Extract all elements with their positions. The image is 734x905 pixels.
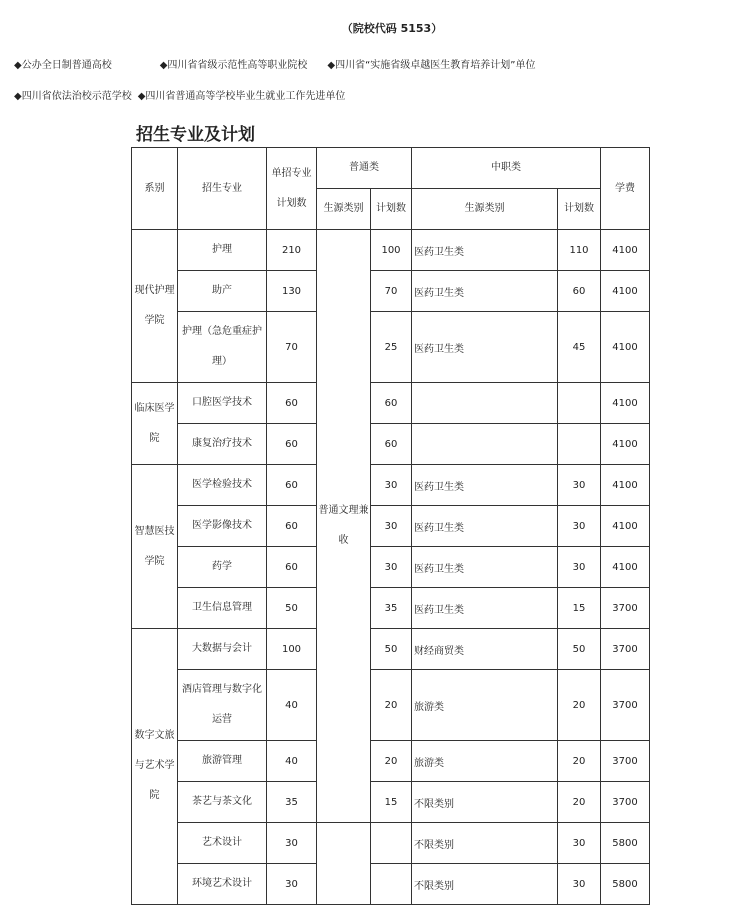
vocational-quota: 30 (558, 506, 601, 547)
vocational-source (412, 383, 558, 424)
general-quota: 50 (371, 629, 412, 670)
general-source: 普通文理兼收 (317, 230, 371, 823)
vocational-source: 医药卫生类 (412, 588, 558, 629)
table-row (132, 629, 650, 670)
vocational-source: 医药卫生类 (412, 506, 558, 547)
tuition: 5800 (601, 864, 650, 905)
tuition: 4100 (601, 506, 650, 547)
major-name: 环境艺术设计 (178, 864, 267, 905)
single-quota: 60 (267, 424, 317, 465)
tuition: 3700 (601, 741, 650, 782)
college-name: 现代护理学院 (132, 230, 178, 383)
major-name: 口腔医学技术 (178, 383, 267, 424)
vocational-source: 医药卫生类 (412, 230, 558, 271)
vocational-quota: 30 (558, 547, 601, 588)
general-quota: 15 (371, 782, 412, 823)
vocational-quota: 30 (558, 864, 601, 905)
tag-item: ◆四川省依法治校示范学校 (14, 91, 132, 102)
school-tags-line-2 (14, 87, 345, 102)
general-quota: 35 (371, 588, 412, 629)
tuition: 3700 (601, 629, 650, 670)
vocational-quota: 20 (558, 670, 601, 741)
single-quota: 30 (267, 823, 317, 864)
vocational-quota: 30 (558, 823, 601, 864)
major-name: 旅游管理 (178, 741, 267, 782)
college-name: 临床医学院 (132, 383, 178, 465)
vocational-quota: 20 (558, 782, 601, 823)
tuition: 4100 (601, 312, 650, 383)
general-source (317, 823, 371, 905)
general-quota: 30 (371, 547, 412, 588)
tuition: 3700 (601, 670, 650, 741)
major-name: 助产 (178, 271, 267, 312)
header-vocational-source: 生源类别 (412, 189, 558, 230)
single-quota: 30 (267, 864, 317, 905)
header-vocational-quota: 计划数 (558, 189, 601, 230)
vocational-source (412, 424, 558, 465)
general-quota: 30 (371, 465, 412, 506)
vocational-source: 不限类别 (412, 864, 558, 905)
single-quota: 70 (267, 312, 317, 383)
vocational-quota: 20 (558, 741, 601, 782)
tag-item: ◆四川省“实施省级卓越医生教育培养计划”单位 (327, 60, 536, 71)
header-general-source: 生源类别 (317, 189, 371, 230)
major-name: 酒店管理与数字化运营 (178, 670, 267, 741)
general-quota: 25 (371, 312, 412, 383)
table-row (132, 782, 650, 823)
single-quota: 60 (267, 383, 317, 424)
single-quota: 60 (267, 465, 317, 506)
general-quota (371, 823, 412, 864)
header-general-quota: 计划数 (371, 189, 412, 230)
tuition: 4100 (601, 547, 650, 588)
vocational-source: 不限类别 (412, 782, 558, 823)
vocational-source: 旅游类 (412, 741, 558, 782)
college-name: 智慧医技学院 (132, 465, 178, 629)
school-code: （院校代码 5153） (341, 22, 443, 35)
enrollment-table (131, 147, 650, 905)
tuition: 4100 (601, 383, 650, 424)
tuition: 3700 (601, 588, 650, 629)
vocational-quota: 50 (558, 629, 601, 670)
vocational-quota (558, 424, 601, 465)
general-quota: 60 (371, 424, 412, 465)
single-quota: 210 (267, 230, 317, 271)
general-quota: 100 (371, 230, 412, 271)
table-row (132, 383, 650, 424)
tuition: 4100 (601, 424, 650, 465)
major-name: 大数据与会计 (178, 629, 267, 670)
single-quota: 60 (267, 506, 317, 547)
vocational-source: 医药卫生类 (412, 465, 558, 506)
major-name: 艺术设计 (178, 823, 267, 864)
tuition: 4100 (601, 271, 650, 312)
table-row (132, 670, 650, 741)
major-name: 卫生信息管理 (178, 588, 267, 629)
single-quota: 35 (267, 782, 317, 823)
table-row (132, 506, 650, 547)
single-quota: 60 (267, 547, 317, 588)
header-general: 普通类 (317, 148, 412, 189)
table-row (132, 230, 650, 271)
table-row (132, 823, 650, 864)
school-tags-line-1 (14, 56, 535, 71)
vocational-quota (558, 383, 601, 424)
single-quota: 50 (267, 588, 317, 629)
vocational-source: 旅游类 (412, 670, 558, 741)
tuition: 5800 (601, 823, 650, 864)
tuition: 4100 (601, 230, 650, 271)
general-quota: 20 (371, 670, 412, 741)
vocational-quota: 110 (558, 230, 601, 271)
single-quota: 100 (267, 629, 317, 670)
vocational-quota: 30 (558, 465, 601, 506)
general-quota: 20 (371, 741, 412, 782)
major-name: 茶艺与茶文化 (178, 782, 267, 823)
table-row (132, 424, 650, 465)
major-name: 护理（急危重症护理） (178, 312, 267, 383)
tag-item: ◆四川省普通高等学校毕业生就业工作先进单位 (137, 91, 346, 102)
header-tuition: 学费 (601, 148, 650, 230)
major-name: 药学 (178, 547, 267, 588)
single-quota: 40 (267, 670, 317, 741)
table-row (132, 271, 650, 312)
header-department: 系别 (132, 148, 178, 230)
table-row (132, 465, 650, 506)
general-quota: 30 (371, 506, 412, 547)
vocational-source: 医药卫生类 (412, 312, 558, 383)
table-row (132, 588, 650, 629)
major-name: 护理 (178, 230, 267, 271)
tuition: 4100 (601, 465, 650, 506)
single-quota: 130 (267, 271, 317, 312)
tag-item: ◆四川省省级示范性高等职业院校 (159, 60, 308, 71)
header-single-quota: 单招专业 计划数 (267, 148, 317, 230)
general-quota (371, 864, 412, 905)
general-quota: 70 (371, 271, 412, 312)
vocational-source: 财经商贸类 (412, 629, 558, 670)
college-name: 数字文旅与艺术学院 (132, 629, 178, 905)
vocational-source: 医药卫生类 (412, 547, 558, 588)
header-vocational: 中职类 (412, 148, 601, 189)
vocational-quota: 15 (558, 588, 601, 629)
section-title: 招生专业及计划 (136, 125, 255, 145)
vocational-quota: 45 (558, 312, 601, 383)
table-row (132, 547, 650, 588)
vocational-quota: 60 (558, 271, 601, 312)
single-quota: 40 (267, 741, 317, 782)
tag-item: ◆公办全日制普通高校 (14, 60, 112, 71)
table-row (132, 741, 650, 782)
vocational-source: 医药卫生类 (412, 271, 558, 312)
table-row (132, 864, 650, 905)
general-quota: 60 (371, 383, 412, 424)
major-name: 康复治疗技术 (178, 424, 267, 465)
header-major: 招生专业 (178, 148, 267, 230)
major-name: 医学影像技术 (178, 506, 267, 547)
table-body (132, 230, 650, 905)
table-row (132, 312, 650, 383)
major-name: 医学检验技术 (178, 465, 267, 506)
tuition: 3700 (601, 782, 650, 823)
vocational-source: 不限类别 (412, 823, 558, 864)
